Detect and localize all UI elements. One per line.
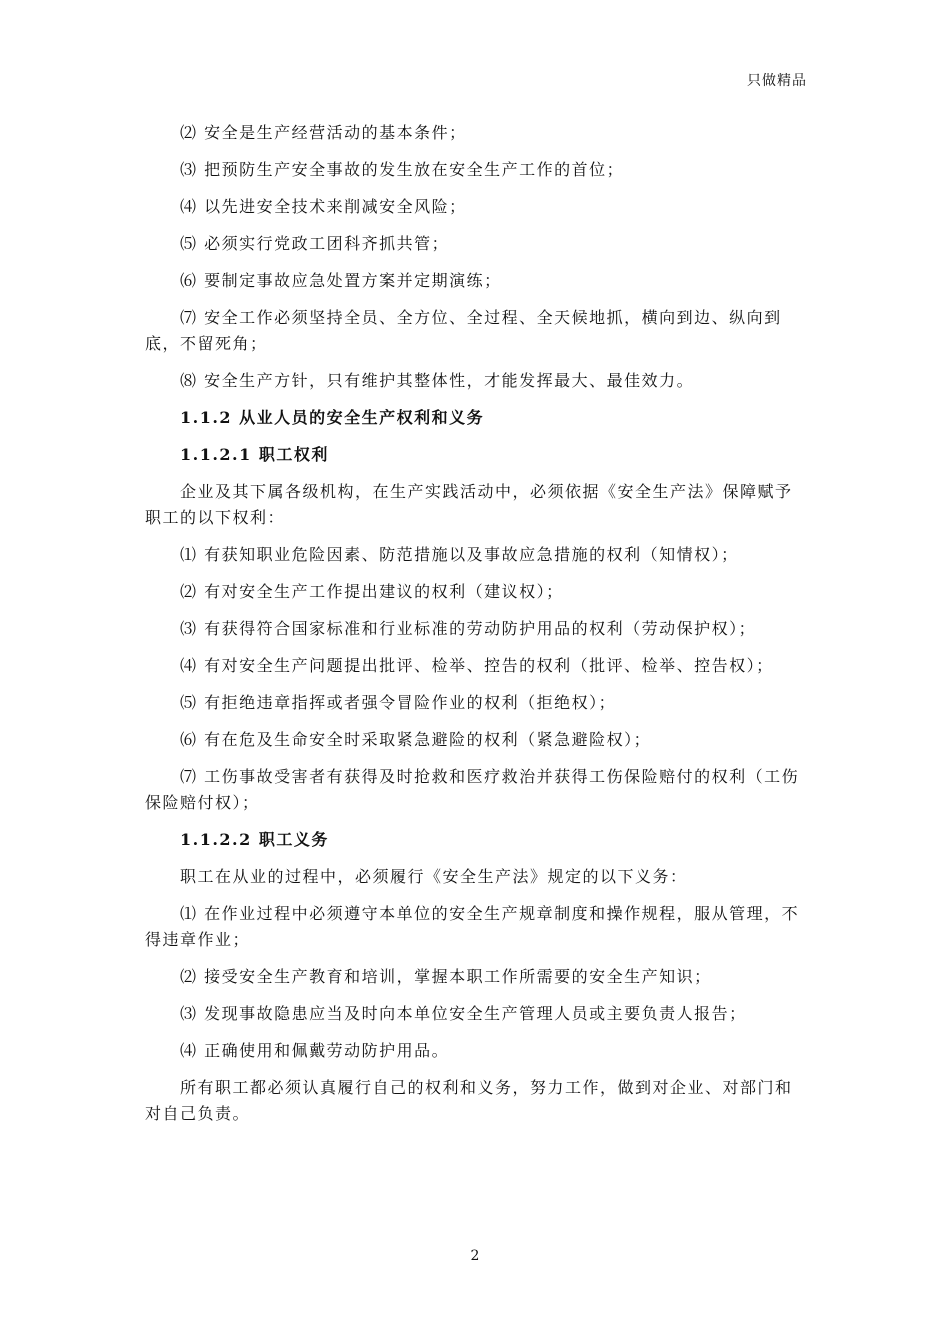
paragraph: 所有职工都必须认真履行自己的权利和义务，努力工作，做到对企业、对部门和对自己负责。: [145, 1078, 793, 1123]
paragraph: ⑺ 安全工作必须坚持全员、全方位、全过程、全天候地抓，横向到边、纵向到底，不留死角；: [145, 308, 782, 353]
paragraph: ⑻ 安全生产方针，只有维护其整体性，才能发挥最大、最佳效力。: [180, 371, 695, 390]
paragraph: ⑵ 安全是生产经营活动的基本条件；: [180, 123, 467, 142]
paragraph: ⑹ 有在危及生命安全时采取紧急避险的权利（紧急避险权）；: [180, 730, 652, 749]
paragraph: ⑶ 把预防生产安全事故的发生放在安全生产工作的首位；: [180, 160, 625, 179]
paragraph: ⑹ 要制定事故应急处置方案并定期演练；: [180, 271, 502, 290]
section-heading: 1.1.2 从业人员的安全生产权利和义务: [180, 408, 485, 427]
header-note: 只做精品: [747, 73, 807, 89]
paragraph: ⑷ 以先进安全技术来削减安全风险；: [180, 197, 467, 216]
paragraph: ⑵ 有对安全生产工作提出建议的权利（建议权）；: [180, 582, 564, 601]
paragraph: ⑸ 有拒绝违章指挥或者强令冒险作业的权利（拒绝权）；: [180, 693, 617, 712]
body-text: [145, 120, 805, 1138]
paragraph: ⑸ 必须实行党政工团科齐抓共管；: [180, 234, 450, 253]
paragraph: ⑴ 有获知职业危险因素、防范措施以及事故应急措施的权利（知情权）；: [180, 545, 739, 564]
paragraph: ⑺ 工伤事故受害者有获得及时抢救和医疗救治并获得工伤保险赔付的权利（工伤保险赔付权）；: [145, 767, 800, 812]
paragraph: ⑴ 在作业过程中必须遵守本单位的安全生产规章制度和操作规程，服从管理，不得违章作业；: [145, 904, 800, 949]
paragraph: ⑶ 发现事故隐患应当及时向本单位安全生产管理人员或主要负责人报告；: [180, 1004, 747, 1023]
paragraph: ⑵ 接受安全生产教育和培训，掌握本职工作所需要的安全生产知识；: [180, 967, 712, 986]
paragraph: ⑷ 正确使用和佩戴劳动防护用品。: [180, 1041, 450, 1060]
section-heading: 1.1.2.1 职工权利: [180, 445, 329, 464]
paragraph: ⑷ 有对安全生产问题提出批评、检举、控告的权利（批评、检举、控告权）；: [180, 656, 774, 675]
section-heading: 1.1.2.2 职工义务: [180, 830, 329, 849]
paragraph: 职工在从业的过程中，必须履行《安全生产法》规定的以下义务：: [180, 867, 688, 886]
paragraph: 企业及其下属各级机构，在生产实践活动中，必须依据《安全生产法》保障赋予职工的以下权利：: [145, 482, 793, 527]
paragraph: ⑶ 有获得符合国家标准和行业标准的劳动防护用品的权利（劳动保护权）；: [180, 619, 757, 638]
page-number: 2: [470, 1248, 480, 1264]
